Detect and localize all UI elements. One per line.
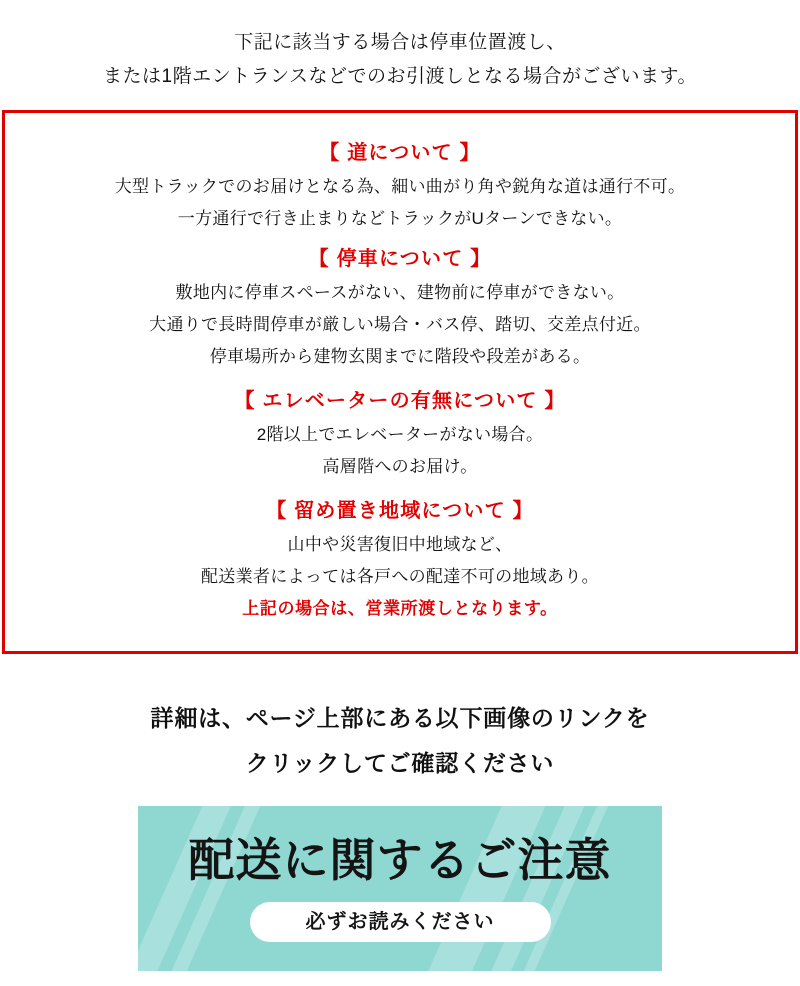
notice-section-road <box>15 135 785 235</box>
banner-pill-label: 必ずお読みください <box>250 902 551 942</box>
section-line-elevator-1: 2階以上でエレベーターがない場合。 <box>256 425 544 444</box>
section-title-road: 【 道について 】 <box>319 142 481 164</box>
intro-text <box>0 0 800 94</box>
section-title-holding-area: 【 留め置き地域について 】 <box>266 500 534 522</box>
section-line-road-1: 大型トラックでのお届けとなる為、細い曲がり角や鋭角な道は通行不可。 <box>114 177 686 196</box>
banner-stripe-decoration <box>501 806 632 971</box>
cta-text <box>0 696 800 786</box>
banner-stripe-decoration <box>470 806 608 971</box>
banner-container <box>0 806 800 971</box>
banner-stripe-decoration <box>150 806 285 971</box>
section-title-elevator: 【 エレベーターの有無について 】 <box>234 390 566 412</box>
section-line-parking-2: 大通りで長時間停車が厳しい場合・バス停、踏切、交差点付近。 <box>149 315 651 334</box>
section-line-holding-emphasis: 上記の場合は、営業所渡しとなります。 <box>242 599 558 618</box>
section-line-road-2: 一方通行で行き止まりなどトラックがUターンできない。 <box>177 209 623 228</box>
section-line-parking-3: 停車場所から建物玄関までに階段や段差がある。 <box>209 347 591 366</box>
banner-stripe-decoration <box>409 806 568 971</box>
section-line-parking-1: 敷地内に停車スペースがない、建物前に停車ができない。 <box>175 283 625 302</box>
notice-section-holding-area <box>15 493 785 625</box>
section-title-parking: 【 停車について 】 <box>308 248 492 270</box>
intro-line-1: 下記に該当する場合は停車位置渡し、 <box>234 32 566 53</box>
intro-line-2: または1階エントランスなどでのお引渡しとなる場合がございます。 <box>103 66 697 87</box>
cta-line-1: 詳細は、ページ上部にある以下画像のリンクを <box>150 705 650 731</box>
section-line-holding-1: 山中や災害復旧中地域など、 <box>287 535 513 554</box>
banner-title: 配送に関するご注意 <box>188 834 612 887</box>
section-line-holding-2: 配送業者によっては各戸への配達不可の地域あり。 <box>201 567 599 586</box>
cta-line-2: クリックしてご確認ください <box>245 750 555 776</box>
notice-box <box>2 110 798 654</box>
shipping-notice-banner-link[interactable] <box>138 806 662 971</box>
banner-stripe-decoration <box>138 806 254 971</box>
notice-section-elevator <box>15 383 785 483</box>
section-line-elevator-2: 高層階へのお届け。 <box>322 457 478 476</box>
notice-section-parking <box>15 241 785 373</box>
